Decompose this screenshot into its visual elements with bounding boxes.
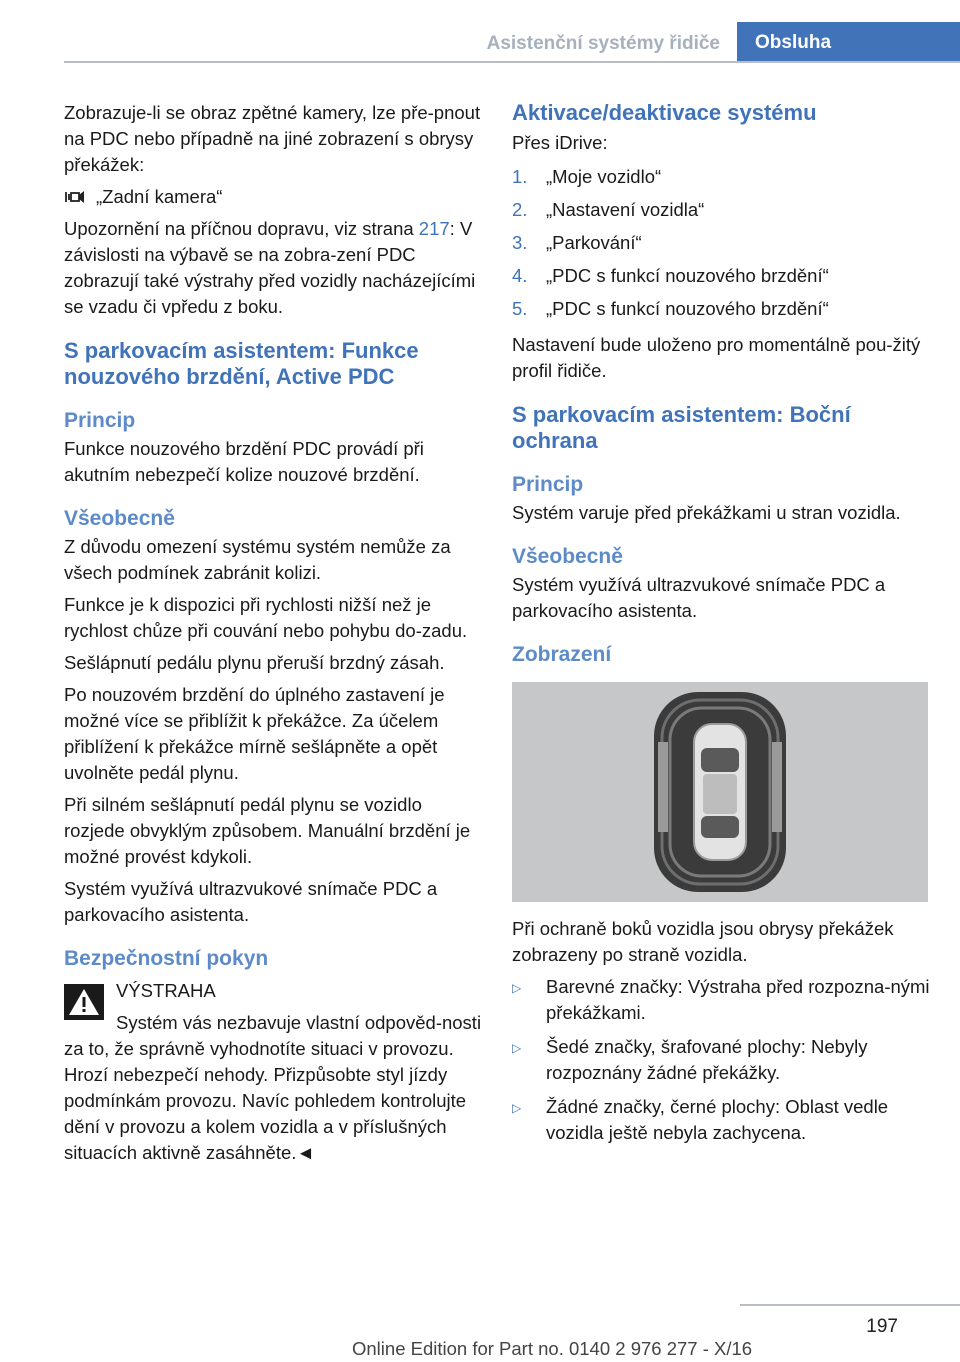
- princip-right-paragraph: Systém varuje před překážkami u stran vozidla.: [512, 502, 901, 523]
- page-link-217[interactable]: 217: [418, 218, 450, 239]
- heading-princip-right: Princip: [512, 473, 584, 496]
- figure-caption: Při ochraně boků vozidla jsou obrysy překážek zobrazeny po straně vozidla.: [512, 918, 894, 965]
- menu-item-label: „Zadní kamera“: [96, 186, 223, 207]
- vseobecne-paragraph-6: Systém využívá ultrazvukové snímače PDC a parkovacího asistenta.: [64, 878, 438, 925]
- heading-bezpecnost: Bezpečnostní pokyn: [64, 947, 269, 970]
- warning-title: VÝSTRAHA: [116, 980, 216, 1001]
- activation-steps: [512, 164, 930, 322]
- vseobecne-paragraph-3: Sešlápnutí pedálu plynu přeruší brzdný zásah.: [64, 652, 445, 673]
- cross-traffic-paragraph: Upozornění na příčnou dopravu, viz strana 217: V závislosti na výbavě se na zobra-zení PDC zobrazují také výstrahy před vozidly nacházejícími se vzadu či vpředu z boku.: [64, 218, 476, 317]
- heading-princip: Princip: [64, 409, 136, 432]
- step-item: 1. „Moje vozidlo“: [512, 166, 662, 187]
- heading-active-pdc: S parkovacím asistentem: Funkce nouzového brzdění, Active PDC: [64, 338, 419, 389]
- step-item: 5. „PDC s funkcí nouzového brzdění“: [512, 298, 829, 319]
- side-protection-figure: [512, 682, 928, 902]
- warning-text: Systém vás nezbavuje vlastní odpověd-nosti za to, že správně vyhodnotíte situaci v provozu. Hrozí nebezpečí nehody. Přizpůsobte styl jízdy podmínkám provozu. Navíc pohledem kontrolujte dění v provozu a kolem vozidla a v příslušných situacích aktivně zasáhněte.◄: [64, 1012, 482, 1163]
- heading-vseobecne-right: Všeobecně: [512, 545, 623, 568]
- list-item: ▷ Barevné značky: Výstraha před rozpozna-nými překážkami.: [512, 974, 930, 1026]
- step-item: 4. „PDC s funkcí nouzového brzdění“: [512, 265, 829, 286]
- heading-aktivace: Aktivace/deaktivace systému: [512, 100, 817, 125]
- parking-camera-icon: [64, 187, 86, 207]
- intro-paragraph: Zobrazuje-li se obraz zpětné kamery, lze pře-pnout na PDC nebo případně na jiné zobrazení s obrysy překážek:: [64, 102, 481, 175]
- car-top-view-illustration: [512, 682, 928, 902]
- triangle-bullet-icon: ▷: [512, 981, 522, 995]
- menu-item-rear-camera: [64, 184, 482, 210]
- list-item: ▷ Šedé značky, šrafované plochy: Nebyly rozpoznány žádné překážky.: [512, 1034, 930, 1086]
- heading-side-protection: S parkovacím asistentem: Boční ochrana: [512, 402, 851, 453]
- saved-paragraph: Nastavení bude uloženo pro momentálně pou-žitý profil řidiče.: [512, 334, 921, 381]
- vseobecne-paragraph-4: Po nouzovém brzdění do úplného zastavení je možné více se přiblížit k překážce. Za účelem přiblížení k překážce mírně sešlápněte a opět uvolněte pedál plynu.: [64, 684, 445, 783]
- vseobecne-right-paragraph: Systém využívá ultrazvukové snímače PDC a parkovacího asistenta.: [512, 574, 886, 621]
- vseobecne-paragraph-5: Při silném sešlápnutí pedál plynu se vozidlo rozjede obvyklým způsobem. Manuální brzdění je možné provést kdykoli.: [64, 794, 471, 867]
- heading-zobrazeni: Zobrazení: [512, 643, 612, 666]
- princip-paragraph: Funkce nouzového brzdění PDC provádí při akutním nebezpečí kolize nouzové brzdění.: [64, 438, 424, 485]
- step-item: 3. „Parkování“: [512, 232, 642, 253]
- footer-rule: [740, 1304, 960, 1306]
- header-rule: [64, 61, 960, 63]
- list-item: ▷ Žádné značky, černé plochy: Oblast vedle vozidla ještě nebyla zachycena.: [512, 1094, 930, 1146]
- left-column: [64, 100, 482, 1172]
- marker-legend-list: [512, 974, 930, 1146]
- header-section-title: Asistenční systémy řidiče: [486, 33, 720, 54]
- via-idrive: Přes iDrive:: [512, 132, 608, 153]
- vseobecne-paragraph-1: Z důvodu omezení systému systém nemůže za všech podmínek zabránit kolizi.: [64, 536, 451, 583]
- heading-vseobecne: Všeobecně: [64, 507, 175, 530]
- vseobecne-paragraph-2: Funkce je k dispozici při rychlosti nižší než je rychlost chůze při couvání nebo pohybu do-zadu.: [64, 594, 468, 641]
- edition-line: Online Edition for Part no. 0140 2 976 277 - X/16: [352, 1338, 753, 1359]
- warning-triangle-icon: [64, 984, 104, 1020]
- right-column: [512, 100, 930, 1154]
- header-chapter-tab: Obsluha: [737, 22, 960, 63]
- step-item: 2. „Nastavení vozidla“: [512, 199, 705, 220]
- page-number: 197: [866, 1316, 898, 1337]
- triangle-bullet-icon: ▷: [512, 1101, 522, 1115]
- triangle-bullet-icon: ▷: [512, 1041, 522, 1055]
